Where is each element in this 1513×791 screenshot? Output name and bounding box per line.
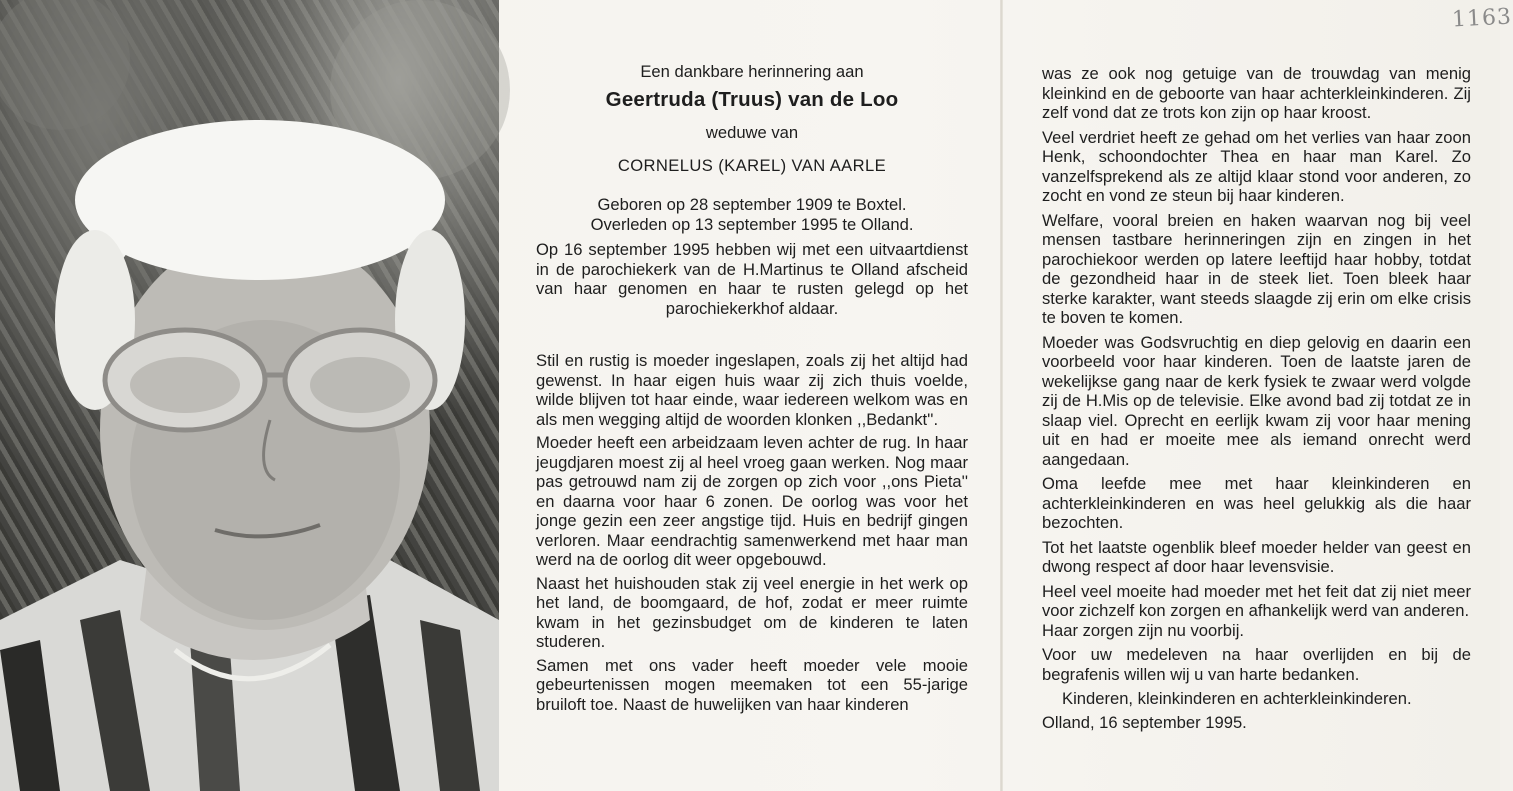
middle-column	[536, 62, 968, 718]
thanks-paragraph: Voor uw medeleven na haar overlijden en bij de begrafenis willen wij u van harte bedanken.	[1042, 645, 1471, 684]
paragraph: Tot het laatste ogenblik bleef moeder helder van geest en dwong respect af door haar levensvisie.	[1042, 537, 1471, 576]
death-line: Overleden op 13 september 1995 te Olland.	[590, 214, 914, 234]
fold-line	[1000, 0, 1003, 791]
paragraph: Naast het huishouden stak zij veel energie in het werk op het land, de boomgaard, de hof, zodat er meer ruimte kwam in het gezinsbudget om de kinderen te laten studeren.	[536, 573, 968, 651]
right-column	[1042, 64, 1471, 732]
paragraph: Samen met ons vader heeft moeder vele mooie gebeurtenissen mogen meemaken tot een 55-jarige bruiloft toe. Naast de huwelijken van haar kinderen	[536, 655, 968, 714]
portrait-photo	[0, 0, 499, 791]
paragraph: Moeder heeft een arbeidzaam leven achter de rug. In haar jeugdjaren moest zij al heel vroeg gaan werken. Nog maar pas getrouwd nam zij de zorgen op zich voor ,,ons Pieta'' en daarna voor haar 6 zonen. De oorlog was voor het jonge gezin een zeer angstige tijd. Huis en bedrijf gingen verloren. Maar eendrachtig samenwerkend met haar man werd na de oorlog dit weer opgebouwd.	[536, 433, 968, 569]
funeral-paragraph: Op 16 september 1995 hebben wij met een uitvaartdienst in de parochiekerk van de H.Martinus te Olland afscheid van haar genomen en haar te rusten gelegd op het parochiekerkhof aldaar.	[536, 240, 968, 318]
handwritten-number: 1163	[1451, 4, 1513, 33]
paragraph: Stil en rustig is moeder ingeslapen, zoals zij het altijd had gewenst. In haar eigen huis waar zij zich thuis voelde, wilde blijven tot haar einde, waar iedereen welkom was en als men wegging altijd de woorden klonken ,,Bedankt''.	[536, 351, 968, 429]
paragraph: Moeder was Godsvruchtig en diep gelovig en daarin een voorbeeld voor haar kinderen. Toen de laatste jaren de wekelijkse gang naar de kerk fysiek te zwaar werd volgde zij de H.Mis op de televisie. Elke avond bad zij totdat ze in slaap viel. Oprecht en eerlijk kwam zij voor haar mening uit en had er moeite mee als iemand onrecht werd aangedaan.	[1042, 332, 1471, 469]
portrait-illustration	[0, 0, 499, 791]
middle-paragraphs	[536, 351, 968, 714]
paragraph: Veel verdriet heeft ze gehad om het verlies van haar zoon Henk, schoondochter Thea en haar man Karel. Zo vanzelfsprekend als ze altijd klaar stond voor anderen, zo zocht en vond ze steun bij haar kinderen.	[1042, 127, 1471, 205]
paragraph: Heel veel moeite had moeder met het feit dat zij niet meer voor zichzelf kon zorgen en afhankelijk werd van anderen.	[1042, 581, 1471, 620]
paragraph: Haar zorgen zijn nu voorbij.	[1042, 620, 1244, 640]
paragraph: was ze ook nog getuige van de trouwdag van menig kleinkind en de geboorte van haar achterkleinkinderen. Zij zelf vond dat ze trots kon zijn op haar kroost.	[1042, 64, 1471, 122]
birth-line: Geboren op 28 september 1909 te Boxtel.	[597, 195, 907, 214]
paragraph: Oma leefde mee met haar kleinkinderen en achterkleinkinderen en was heel gelukkig als die haar bezochten.	[1042, 474, 1471, 532]
signoff-line: Kinderen, kleinkinderen en achterkleinkinderen.	[1062, 689, 1412, 708]
intro-line: Een dankbare herinnering aan	[640, 62, 864, 81]
paragraph: Welfare, vooral breien en haken waarvan nog bij veel mensen tastbare herinneringen zijn en zingen in het parochiekoor werden op latere leeftijd haar hobby, totdat de gezondheid haar in de steek liet. Toen bleek haar sterke karakter, want steeds slaagde zij erin om elke crisis te boven te komen.	[1042, 210, 1471, 327]
place-date-line: Olland, 16 september 1995.	[1042, 712, 1247, 732]
deceased-name: Geertruda (Truus) van de Loo	[605, 87, 899, 111]
widow-of-line: weduwe van	[705, 123, 799, 142]
husband-name: CORNELUS (KAREL) VAN AARLE	[617, 155, 887, 175]
